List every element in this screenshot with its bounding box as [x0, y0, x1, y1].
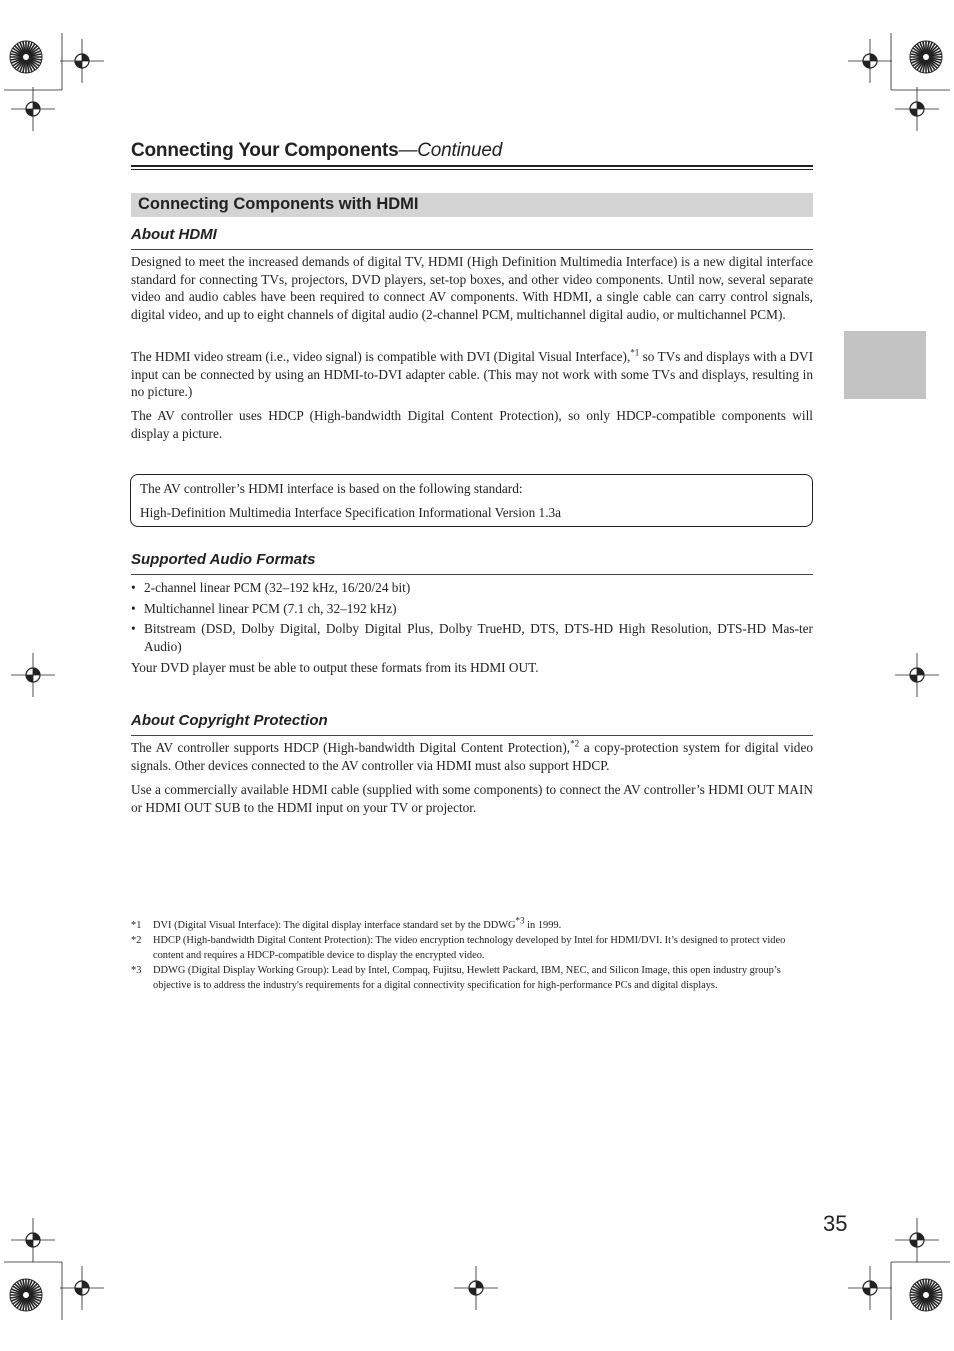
header-title: Connecting Your Components [131, 140, 399, 161]
footnote-text-a: DVI (Digital Visual Interface): The digital display interface standard set by the DDWG [153, 920, 516, 931]
chapter-tab [844, 331, 926, 399]
footnote-ref: *3 [515, 915, 525, 926]
page-number: 35 [823, 1211, 848, 1236]
copyright-heading: About Copyright Protection [131, 712, 328, 729]
footnote-mark: *2 [131, 935, 142, 946]
footnote-text [153, 915, 813, 933]
about-hdmi-heading: About HDMI [131, 226, 217, 243]
copyright-paragraph-2: Use a commercially available HDMI cable (supplied with some components) to connect the AV controller’s HDMI OUT MAIN or HDMI OUT SUB to the HDMI input on your TV or projector. [131, 782, 813, 815]
footnote-text: HDCP (High-bandwidth Digital Content Protection): The video encryption technology developed by Intel for HDMI/DVI. It’s designed to protect video content and requires a HDCP-compatible device to display the encrypted video. [153, 935, 786, 961]
footnotes [131, 915, 813, 993]
copyright-rule [131, 735, 813, 736]
footnote-text: DDWG (Digital Display Working Group): Lead by Intel, Compaq, Fujitsu, Hewlett Packard, IBM, NEC, and Silicon Image, this open industry group’s objective is to address the industry's requirements for a digital connectivity specification for high-performance PCs and digital displays. [153, 965, 781, 991]
audio-formats-heading: Supported Audio Formats [131, 551, 316, 568]
footnote [131, 963, 813, 993]
copyright-p1-a: The AV controller supports HDCP (High-bandwidth Digital Content Protection), [131, 740, 571, 755]
header-continued: —Continued [398, 140, 503, 161]
footnote [131, 915, 813, 933]
footnote-text-b: in 1999. [524, 920, 562, 931]
about-hdmi-paragraph-3: The AV controller uses HDCP (High-bandwidth Digital Content Protection), so only HDCP-compatible components will display a picture. [131, 408, 813, 441]
about-hdmi-paragraph-1: Designed to meet the increased demands of digital TV, HDMI (High Definition Multimedia Interface) is a new digital interface standard for connecting TVs, projectors, DVD players, set-top boxes, and other video components. Until now, several separate video and audio cables have been required to connect AV components. With HDMI, a single cable can carry control signals, digital video, and up to eight channels of digital audio (2-channel PCM, multichannel digital audio, or multichannel PCM). [131, 254, 813, 322]
footnote-ref: *2 [570, 738, 580, 749]
section-title: Connecting Components with HDMI [138, 195, 419, 213]
footnote-mark: *3 [131, 965, 142, 976]
p2-text-b: so TVs and displays with a DVI input can be connected by using an HDMI-to-DVI adapter cable. (This may not work with some TVs and displays, resulting in no picture.) [131, 349, 814, 400]
audio-formats-list [131, 579, 813, 658]
list-item: • Bitstream (DSD, Dolby Digital, Dolby Digital Plus, Dolby TrueHD, DTS, DTS-HD High Resolution, DTS-HD Mas-ter Audio) [131, 620, 813, 655]
about-hdmi-rule [131, 249, 813, 250]
audio-formats-note: Your DVD player must be able to output these formats from its HDMI OUT. [131, 660, 539, 675]
page-header [131, 140, 502, 162]
list-item: • Multichannel linear PCM (7.1 ch, 32–192 kHz) [131, 600, 813, 618]
copyright-p1-b: a copy-protection system for digital video signals. Other devices connected to the AV controller via HDMI must also support HDCP. [131, 740, 813, 773]
footnote-mark: *1 [131, 920, 142, 931]
p2-text-a: The HDMI video stream (i.e., video signal) is compatible with DVI (Digital Visual Interface), [131, 349, 631, 364]
list-item: • 2-channel linear PCM (32–192 kHz, 16/20/24 bit) [131, 579, 813, 597]
note-box-line-2: High-Definition Multimedia Interface Specification Informational Version 1.3a [140, 505, 562, 520]
about-hdmi-paragraph-2 [131, 348, 813, 401]
note-box-line-1: The AV controller’s HDMI interface is based on the following standard: [140, 481, 523, 496]
footnote [131, 933, 813, 963]
copyright-paragraph-1 [131, 739, 813, 774]
header-rule-thin [131, 169, 813, 170]
header-rule [131, 165, 813, 167]
audio-formats-rule [131, 574, 813, 575]
footnote-ref: *1 [630, 347, 640, 358]
